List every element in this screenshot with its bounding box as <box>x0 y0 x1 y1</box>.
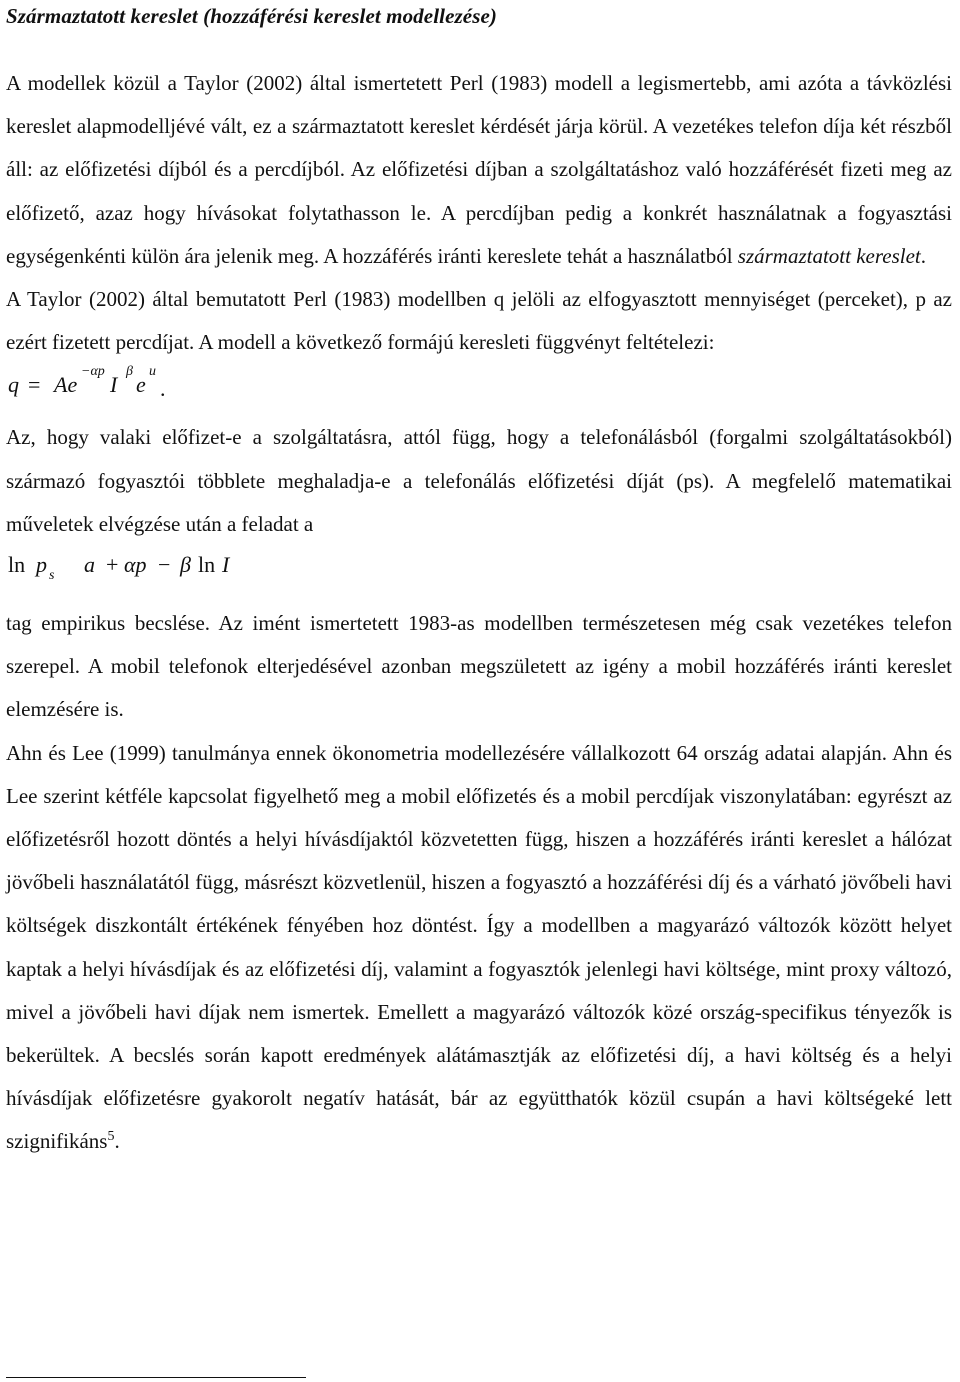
log-price-formula <box>8 546 952 602</box>
paragraph-ahn-lee-end: . <box>114 1129 120 1154</box>
demand-function-formula <box>8 364 952 416</box>
formula2-a: a <box>84 552 95 578</box>
formula-I: I <box>110 372 118 398</box>
formula-period: . <box>160 376 166 402</box>
formula2-plus: + <box>106 552 119 578</box>
formula2-I: I <box>222 552 230 578</box>
formula-exp-beta: β <box>126 364 133 380</box>
formula2-minus: − <box>158 552 171 578</box>
formula-Ae: Ae <box>54 372 78 398</box>
paragraph-ahn-lee <box>6 732 952 1164</box>
formula-exp-alpha-p: −αp <box>81 364 105 380</box>
emphasis-derived-demand: származtatott kereslet <box>737 243 921 268</box>
formula-exp-u: u <box>149 364 156 380</box>
paragraph-intro <box>6 62 952 278</box>
footnote-divider <box>6 1377 306 1378</box>
formula2-ln-second: ln <box>198 552 216 578</box>
formula-equals: = <box>28 372 41 398</box>
footnote-reference[interactable]: 5 <box>107 1129 115 1145</box>
section-heading: Származtatott kereslet (hozzáférési kereslet modellezése) <box>6 4 497 28</box>
formula-e: e <box>136 372 146 398</box>
document-page <box>6 0 952 1164</box>
formula-q: q <box>8 372 19 398</box>
formula2-p: p <box>36 552 47 578</box>
formula2-ln: ln <box>8 552 26 578</box>
paragraph-intro-text: A modellek közül a Taylor (2002) által ismertetett Perl (1983) modell a legismertebb, ami azóta a távközlési kereslet alapmodelljévé vált, ez a származtatott kereslet kérdését járja körül. A vezetékes telefon díja két részből áll: az előfizetési díjból és a percdíjból. Az előfizetési díjban a szolgáltatáshoz való hozzáférését fizeti meg az előfizető, azaz hogy hívásokat folytathasson le. A percdíjban pedig a konkrét használatnak a fogyasztási egységenkénti külön ára jelenik meg. A hozzáférés iránti kereslete tehát a használatból <box>6 71 952 268</box>
paragraph-subscription-condition: Az, hogy valaki előfizet-e a szolgáltatásra, attól függ, hogy a telefonálásból (forgalmi szolgáltatásokból) származó fogyasztói többlete meghaladja-e a telefonálás előfizetési díját (ps). A megfelelő matematikai műveletek elvégzése után a feladat a <box>6 425 952 536</box>
formula2-beta: β <box>180 552 191 578</box>
formula2-alpha-p: αp <box>124 552 147 578</box>
paragraph-empirical-estimation: tag empirikus becslése. Az imént ismertetett 1983-as modellben természetesen még csak vezetékes telefon szerepel. A mobil telefonok elterjedésével azonban megszületett az igény a mobil hozzáférés iránti kereslet elemzésére is. <box>6 611 952 722</box>
paragraph-perl-model: A Taylor (2002) által bemutatott Perl (1983) modellben q jelöli az elfogyasztott mennyiséget (perceket), p az ezért fizetett percdíjat. A modell a következő formájú keresleti függvényt feltételezi: <box>6 287 952 355</box>
formula2-subscript-s: s <box>49 568 55 584</box>
paragraph-intro-end: . <box>920 243 926 268</box>
paragraph-ahn-lee-text: Ahn és Lee (1999) tanulmánya ennek ökonometria modellezésére vállalkozott 64 ország adatai alapján. Ahn és Lee szerint kétféle kapcsolat figyelhető meg a mobil előfizetés és a mobil percdíjak viszonylatában: egyrészt az előfizetésről hozott döntés a helyi hívásdíjaktól közvetetten függ, hiszen a hozzáférés iránti kereslet a hálózat jövőbeli használatától függ, másrészt közvetlenül, hiszen a fogyasztó a hozzáférési díj és a várható jövőbeli havi költségek diszkontált értékének fényében hoz döntést. Így a modellben a magyarázó változók között helyet kaptak a helyi hívásdíjak és az előfizetési díj, valamint a fogyasztók jelenlegi havi költsége, mint proxy változó, mivel a jövőbeli havi díjak nem ismertek. Emellett a magyarázó változók közé ország-specifikus tényezők is bekerültek. A becslés során kapott eredmények alátámasztják az előfizetési díj, a havi költség és a helyi hívásdíjak előfizetésre gyakorolt negatív hatását, bár az együtthatók közül csupán a havi költségeké lett szignifikáns <box>6 740 952 1154</box>
